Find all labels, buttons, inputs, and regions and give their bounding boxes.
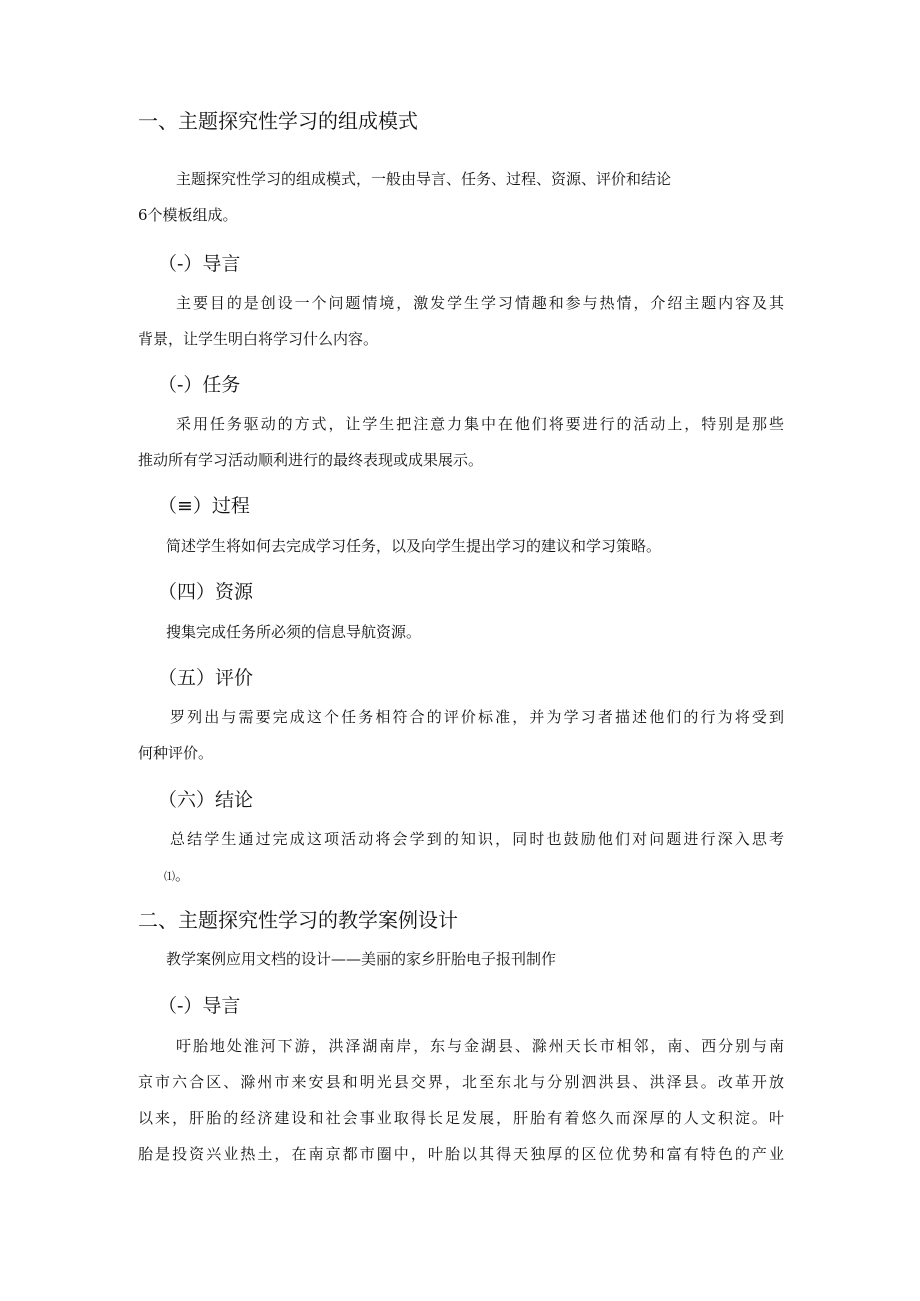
heading-daoyan: （-）导言 (158, 253, 241, 275)
case-line-1: 吁胎地处淮河下游，洪泽湖南岸，东与金湖县、滁州天长市相邻，南、西分别与南 (176, 1037, 784, 1055)
jielun-line-2-end: 。 (175, 866, 191, 884)
section-2-title: 二、主题探究性学习的教学案例设计 (138, 908, 458, 932)
intro-line-1: 主题探究性学习的组成模式，一般由导言、任务、过程、资源、评价和结论 (176, 170, 672, 188)
renwu-line-2: 推动所有学习活动顺利进行的最终表现或成果展示。 (138, 451, 484, 469)
jielun-line-2 (164, 864, 190, 885)
heading-daoyan-2: （-）导言 (158, 995, 241, 1017)
heading-pingjia: （五）评价 (158, 667, 254, 689)
heading-ziyuan: （四）资源 (158, 581, 254, 603)
heading-renwu: （-）任务 (158, 374, 241, 396)
case-line-4: 胎是投资兴业热土，在南京都市圈中，叶胎以其得天独厚的区位优势和富有特色的产业 (138, 1145, 784, 1163)
case-line-2: 京市六合区、滁州市来安县和明光县交界，北至东北与分别泗洪县、洪泽县。改革开放 (138, 1073, 784, 1091)
section-1-title: 一、主题探究性学习的组成模式 (138, 109, 418, 133)
daoyan-line-1: 主要目的是创设一个问题情境，激发学生学习情趣和参与热情，介绍主题内容及其 (176, 294, 784, 312)
daoyan-line-2: 背景，让学生明白将学习什么内容。 (138, 330, 379, 348)
heading-jielun: （六）结论 (158, 789, 254, 811)
jielun-line-1: 总结学生通过完成这项活动将会学到的知识，同时也鼓励他们对问题进行深入思考 (170, 830, 784, 848)
pingjia-line-2: 何种评价。 (138, 744, 214, 762)
heading-guocheng: （≡）过程 (158, 495, 250, 517)
subtitle-line: 教学案例应用文档的设计——美丽的家乡肝胎电子报刊制作 (166, 950, 557, 968)
case-line-3: 以来，肝胎的经济建设和社会事业取得长足发展，肝胎有着悠久而深厚的人文积淀。叶 (138, 1109, 784, 1127)
pingjia-line-1: 罗列出与需要完成这个任务相符合的评价标准，并为学习者描述他们的行为将受到 (170, 708, 784, 726)
reference-mark: ⑴ (164, 870, 175, 883)
intro-line-2: 6个模板组成。 (138, 206, 238, 224)
guocheng-line-1: 简述学生将如何去完成学习任务，以及向学生提出学习的建议和学习策略。 (166, 537, 662, 555)
renwu-line-1: 采用任务驱动的方式，让学生把注意力集中在他们将要进行的活动上，特别是那些 (176, 415, 784, 433)
ziyuan-line-1: 搜集完成任务所必须的信息导航资源。 (166, 623, 422, 641)
